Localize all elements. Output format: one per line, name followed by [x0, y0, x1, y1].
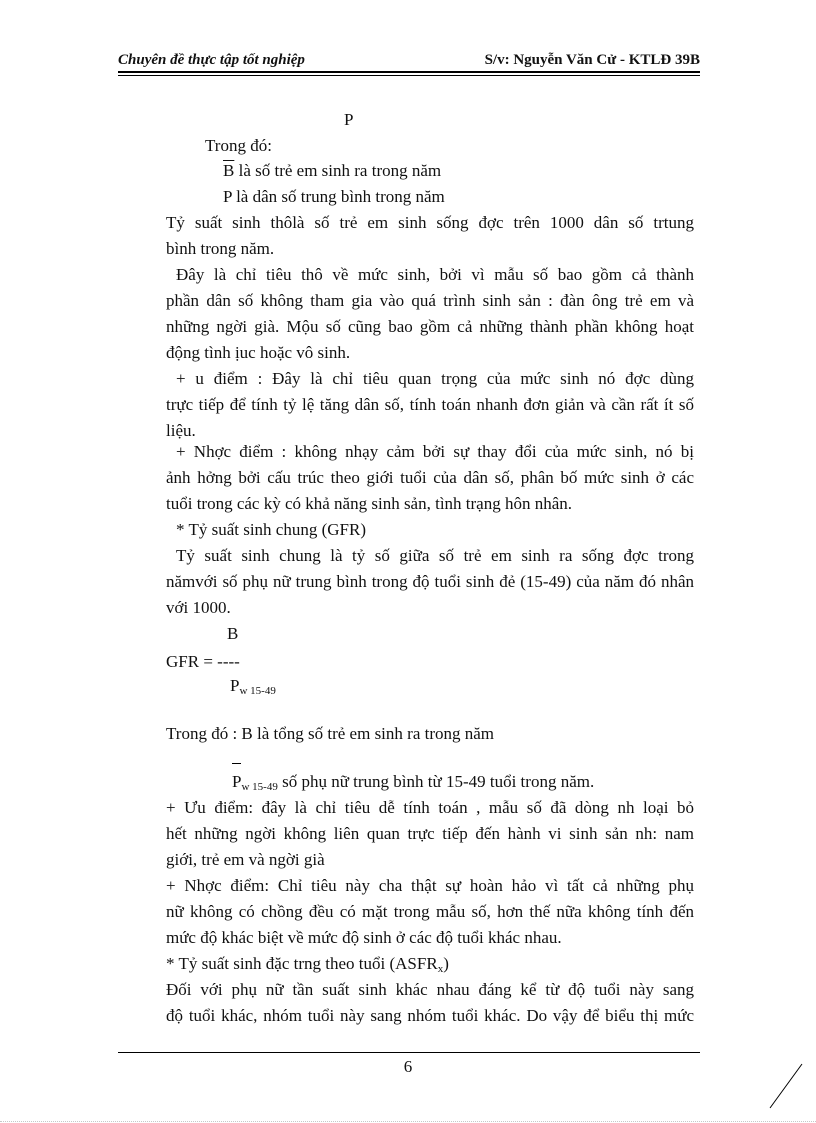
footer-rule: [118, 1052, 700, 1053]
where1-label: Trong đó:: [205, 136, 272, 155]
header-rule-thick: [118, 71, 700, 73]
where2-p-sub: w 15-49: [241, 781, 278, 793]
dis1-line-3: tuổi trong các kỳ có khả năng sinh sản, tình trạng hôn nhân.: [166, 494, 573, 513]
p-bar: [232, 763, 241, 764]
asfr-heading: [166, 954, 449, 974]
formula2-p-sub: w 15-49: [239, 685, 276, 697]
adv2-line-2: hết những ngời không liên quan trực tiếp đến hành vi sinh sản nh: nam: [166, 824, 694, 843]
page-corner-mark: [764, 1060, 804, 1110]
crude-line-2: phần dân số không tham gia vào quá trình sinh sản : đàn ông trẻ em và: [166, 291, 694, 310]
header-title: Chuyên đề thực tập tốt nghiệp: [118, 52, 305, 68]
formula2-lhs: GFR = ----: [166, 652, 240, 671]
cbr-line-2: bình trong năm.: [166, 239, 275, 258]
where2-line-1: Trong đó : B là tổng số trẻ em sinh ra trong năm: [166, 724, 495, 743]
adv2-line-1: + Ưu điểm: đây là chỉ tiêu dễ tính toán , mẫu số đã dòng nh loại bỏ: [166, 798, 694, 817]
gfr-line-3: với 1000.: [166, 598, 231, 617]
header-author: S/v: Nguyễn Văn Cử - KTLĐ 39B: [484, 52, 700, 68]
gfr-heading: * Tỷ suất sinh chung (GFR): [176, 520, 366, 539]
page-number: 6: [403, 1057, 413, 1076]
cbr-line-1: Tỷ suất sinh thôlà số trẻ em sinh sống đợc trên 1000 dân số trtung: [166, 213, 694, 232]
dis1-line-1: + Nhợc điểm : không nhạy cảm bởi sự thay đổi của mức sinh, nó bị: [176, 442, 694, 461]
crude-line-1: Đây là chỉ tiêu thô về mức sinh, bởi vì mẫu số bao gồm cả thành: [176, 265, 694, 284]
b-definition: là số trẻ em sinh ra trong năm: [234, 161, 442, 180]
b-symbol: $\overline{B}$: [223, 161, 235, 180]
where1-b-line: [223, 161, 441, 181]
dis1-line-2: ảnh hởng bởi cấu trúc theo giới tuổi của dân số, phân bố mức sinh ở các: [166, 468, 694, 487]
formula2-p: P: [230, 676, 240, 695]
crude-line-3: những ngời già. Mộu số cũng bao gồm cả những thành phần không hoạt: [166, 317, 694, 336]
crude-line-4: động tình ịuc hoặc vô sinh.: [166, 343, 351, 362]
gfr-line-2: nămvới số phụ nữ trung bình trong độ tuổi sinh đẻ (15-49) của năm đó nhân: [166, 572, 694, 591]
where2-p: P: [232, 772, 242, 791]
where2-line-2: [232, 772, 594, 792]
adv1-line-3: liệu.: [166, 421, 196, 440]
adv1-line-2: trực tiếp để tính tỷ lệ tăng dân số, tính toán nhanh đơn giản và cần rất ít số: [166, 395, 694, 414]
dis2-line-1: + Nhợc điểm: Chỉ tiêu này cha thật sự hoàn hảo vì tất cả những phụ: [166, 876, 694, 895]
dis2-line-3: mức độ khác biệt về mức độ sinh ở các độ tuổi khác nhau.: [166, 928, 562, 947]
header-rule-thin: [118, 75, 700, 76]
dis2-line-2: nữ không có chồng đều có mặt trong mẫu số, hơn thế nữa không tính đến: [166, 902, 694, 921]
asfr-heading-sub: x: [437, 963, 444, 975]
asfr-line-1: Đối với phụ nữ tần suất sinh khác nhau đáng kể từ độ tuổi này sang: [166, 980, 694, 999]
formula2-denominator: [230, 676, 276, 696]
page-edge-line: [0, 1121, 816, 1122]
asfr-heading-end: ): [443, 954, 449, 973]
adv2-line-3: giới, trẻ em và ngời già: [166, 850, 325, 869]
adv1-line-1: + u điểm : Đây là chỉ tiêu quan trọng của mức sinh nó đợc dùng: [176, 369, 694, 388]
where1-p-line: P là dân số trung bình trong năm: [223, 187, 445, 206]
gfr-line-1: Tỷ suất sinh chung là tỷ số giữa số trẻ em sinh ra sống đợc trong: [176, 546, 694, 565]
asfr-line-2: độ tuổi khác, nhóm tuổi này sang nhóm tuổi khác. Do vậy để biểu thị mức: [166, 1006, 694, 1025]
asfr-heading-text: * Tỷ suất sinh đặc trng theo tuổi (ASFR: [166, 954, 438, 973]
where2-p-def: số phụ nữ trung bình từ 15-49 tuổi trong năm.: [277, 772, 595, 791]
formula1-denominator: P: [344, 110, 354, 129]
formula2-numerator: B: [227, 624, 239, 643]
